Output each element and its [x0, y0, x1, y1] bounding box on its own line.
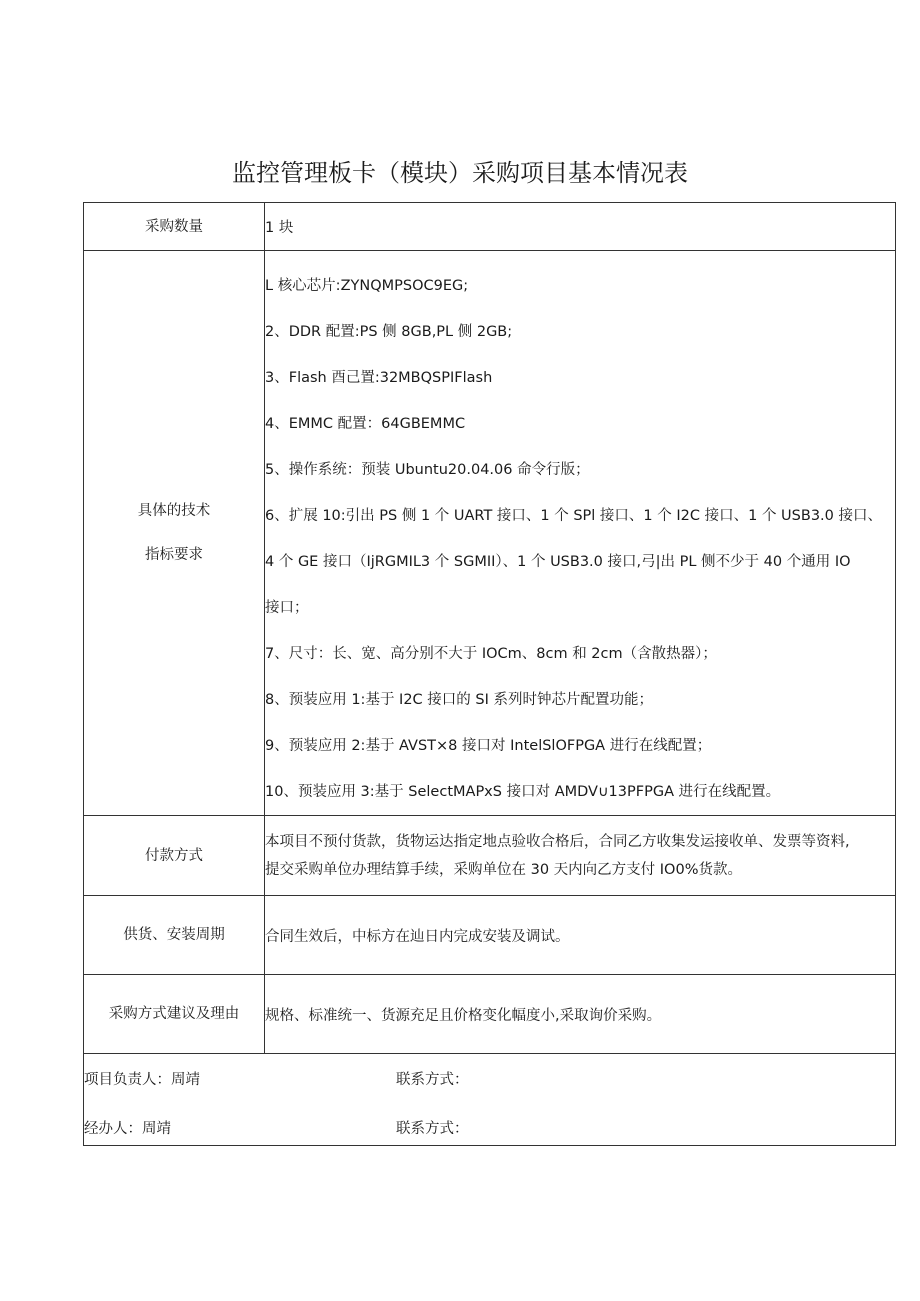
payment-value — [265, 816, 896, 896]
spec-item: 6、扩展 10:引出 PS 侧 1 个 UART 接口、1 个 SPl 接口、1 个 I2C 接口、1 个 USB3.0 接口、 — [265, 508, 882, 524]
footer-cell — [84, 1054, 896, 1146]
leader-text: 项目负责人：周靖 — [84, 1072, 200, 1088]
spec-item: 5、操作系统：预装 Ubuntu20.04.06 命令行版； — [265, 462, 590, 478]
handler-text: 经办人：周靖 — [84, 1121, 171, 1137]
procurement-table — [83, 202, 896, 1146]
page-title: 监控管理板卡（模块）采购项目基本情况表 — [232, 159, 688, 187]
spec-item: 2、DDR 配置:PS 侧 8GB,PL 侧 2GB; — [265, 324, 513, 340]
payment-line1: 本项目不预付货款，货物运达指定地点验收合格后，合同乙方收集发运接收单、发票等资料, — [265, 833, 850, 850]
spec-item: 8、预装应用 1:基于 I2C 接口的 SI 系列时钟芯片配置功能； — [265, 692, 653, 708]
quantity-value: 1 块 — [265, 203, 896, 251]
handler-contact: 联系方式： — [396, 1121, 469, 1137]
method-value: 规格、标准统一、货源充足且价格变化幅度小,采取询价采购。 — [265, 975, 896, 1054]
spec-item: 接口； — [265, 600, 309, 616]
spec-list — [265, 251, 895, 815]
spec-item: 4 个 GE 接口（IjRGMIL3 个 SGMII）、1 个 USB3.0 接口,弓|出 PL 侧不少于 40 个通用 IO — [265, 554, 851, 570]
row-quantity — [84, 203, 896, 251]
spec-item: 10、预装应用 3:基于 SelectMAPxS 接口对 AMDV∪13PFPGA 进行在线配置。 — [265, 784, 781, 800]
spec-label — [84, 251, 265, 816]
payment-line2: 提交采购单位办理结算手续，采购单位在 30 天内向乙方支付 IO0%货款。 — [265, 861, 742, 878]
row-payment — [84, 816, 896, 896]
quantity-label: 采购数量 — [84, 203, 265, 251]
footer-grid — [84, 1054, 895, 1145]
row-footer — [84, 1054, 896, 1146]
period-value: 合同生效后，中标方在辿日内完成安装及调试。 — [265, 896, 896, 975]
payment-label: 付款方式 — [84, 816, 265, 896]
method-label: 采购方式建议及理由 — [84, 975, 265, 1054]
leader-contact: 联系方式： — [396, 1072, 469, 1088]
spec-label-line2: 指标要求 — [145, 547, 203, 563]
spec-item: 9、预装应用 2:基于 AVST×8 接口对 IntelSlOFPGA 进行在线配置； — [265, 738, 712, 754]
row-period — [84, 896, 896, 975]
period-label: 供货、安装周期 — [84, 896, 265, 975]
spec-value — [265, 251, 896, 816]
row-method — [84, 975, 896, 1054]
row-spec — [84, 251, 896, 816]
spec-item: 7、尺寸：长、宽、高分别不大于 IOCm、8cm 和 2cm（含散热器）； — [265, 646, 717, 662]
spec-item: 4、EMMC 配置：64GBEMMC — [265, 416, 466, 432]
spec-item: L 核心芯片:ZYNQMPSOC9EG; — [265, 278, 469, 294]
spec-item: 3、Flash 酉己置:32MBQSPIFlash — [265, 370, 493, 386]
spec-label-line1: 具体的技术 — [137, 503, 211, 519]
